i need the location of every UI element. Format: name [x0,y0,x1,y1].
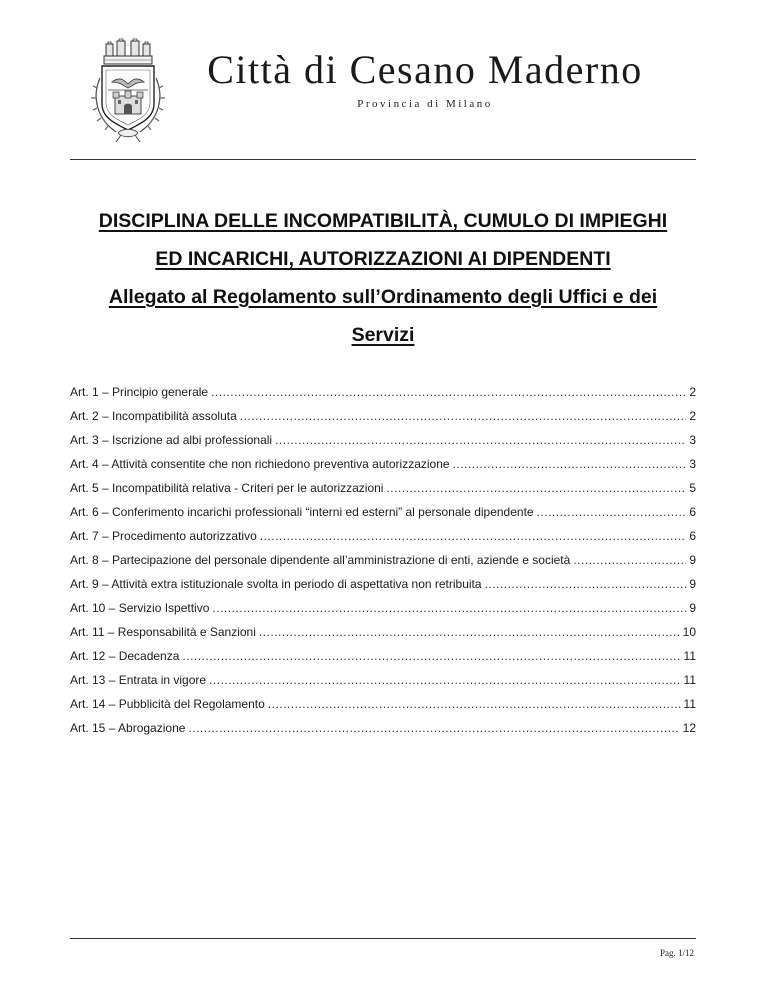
toc-entry[interactable] [70,625,696,649]
toc-leader-dots [260,529,687,543]
toc-entry[interactable] [70,601,696,625]
toc-entry-title: Art. 15 – Abrogazione [70,721,186,735]
toc-entry[interactable] [70,529,696,553]
toc-entry-title: Art. 4 – Attività consentite che non richiedono preventiva autorizzazione [70,457,450,471]
toc-entry-title: Art. 14 – Pubblicità del Regolamento [70,697,265,711]
toc-entry-page: 11 [683,673,696,687]
toc-entry-title: Art. 10 – Servizio Ispettivo [70,601,210,615]
toc-entry[interactable] [70,649,696,673]
toc-leader-dots [259,625,680,639]
toc-entry-page: 2 [689,385,696,399]
toc-entry-page: 11 [683,697,696,711]
coat-of-arms-icon [88,38,168,144]
toc-entry[interactable] [70,457,696,481]
province-subtitle: Provincia di Milano [357,98,493,110]
toc-entry-page: 11 [683,649,696,663]
toc-entry-title: Art. 13 – Entrata in vigore [70,673,207,687]
toc-entry-title: Art. 9 – Attività extra istituzionale svolta in periodo di aspettativa non retribuita [70,577,482,591]
toc-leader-dots [485,577,687,591]
table-of-contents [70,385,696,745]
toc-entry[interactable] [70,385,696,409]
toc-leader-dots [386,481,686,495]
city-title: Città di Cesano Maderno [207,47,643,92]
document-title [70,202,696,354]
toc-leader-dots [188,721,679,735]
footer-divider [70,938,696,939]
toc-entry-page: 10 [682,625,696,639]
header-divider [70,159,696,160]
title-line-3: Allegato al Regolamento sull’Ordinamento degli Uffici e dei [108,286,658,308]
toc-entry-page: 6 [689,505,696,519]
toc-entry[interactable] [70,577,696,601]
toc-entry-page: 9 [689,601,696,615]
toc-entry[interactable] [70,433,696,457]
title-line-4: Servizi [351,324,415,346]
toc-entry[interactable] [70,553,696,577]
title-line-1: DISCIPLINA DELLE INCOMPATIBILITÀ, CUMULO DI IMPIEGHI [98,210,668,232]
toc-entry-page: 9 [689,553,696,567]
toc-entry-title: Art. 2 – Incompatibilità assoluta [70,409,237,423]
toc-leader-dots [212,601,686,615]
toc-entry-page: 6 [689,529,696,543]
toc-entry-page: 3 [689,433,696,447]
toc-leader-dots [209,673,680,687]
toc-entry[interactable] [70,721,696,745]
toc-entry[interactable] [70,481,696,505]
toc-entry[interactable] [70,505,696,529]
toc-entry-title: Art. 1 – Principio generale [70,385,209,399]
toc-entry-page: 9 [689,577,696,591]
toc-entry[interactable] [70,673,696,697]
toc-entry-title: Art. 8 – Partecipazione del personale dipendente all’amministrazione di enti, aziende e società [70,553,571,567]
toc-entry-page: 5 [689,481,696,495]
toc-leader-dots [537,505,687,519]
toc-leader-dots [573,553,686,567]
toc-leader-dots [240,409,687,423]
page-number: Pag. 1/12 [659,948,694,958]
toc-entry-title: Art. 12 – Decadenza [70,649,180,663]
toc-leader-dots [211,385,686,399]
toc-leader-dots [268,697,681,711]
toc-entry[interactable] [70,409,696,433]
toc-entry-page: 12 [682,721,696,735]
toc-entry[interactable] [70,697,696,721]
toc-entry-title: Art. 5 – Incompatibilità relativa - Criteri per le autorizzazioni [70,481,384,495]
toc-entry-title: Art. 6 – Conferimento incarichi professionali “interni ed esterni” al personale dipendente [70,505,534,519]
toc-entry-page: 3 [689,457,696,471]
toc-entry-title: Art. 3 – Iscrizione ad albi professionali [70,433,273,447]
toc-leader-dots [182,649,680,663]
title-line-2: ED INCARICHI, AUTORIZZAZIONI AI DIPENDENTI [155,248,611,270]
toc-entry-title: Art. 11 – Responsabilità e Sanzioni [70,625,256,639]
toc-leader-dots [453,457,687,471]
toc-entry-title: Art. 7 – Procedimento autorizzativo [70,529,257,543]
toc-leader-dots [275,433,686,447]
toc-entry-page: 2 [689,409,696,423]
